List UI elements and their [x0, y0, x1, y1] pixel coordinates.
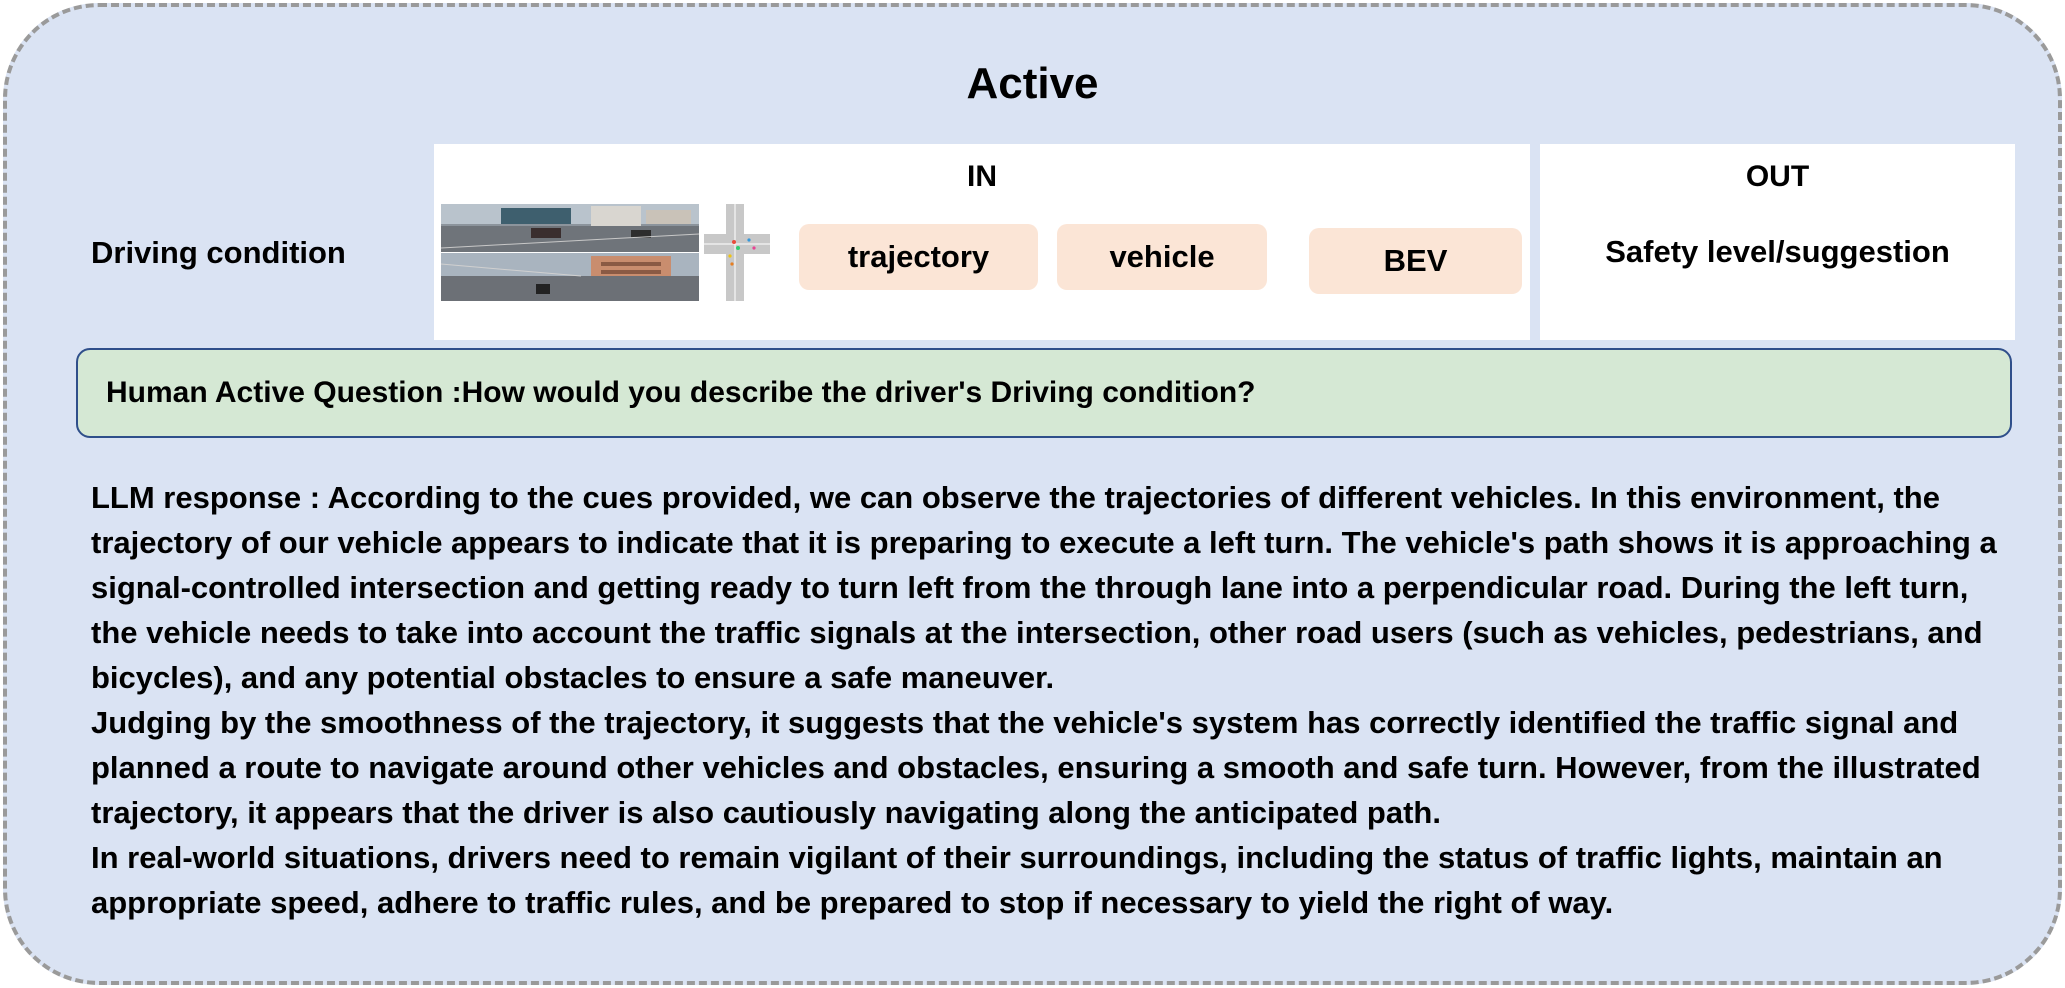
- trajectory-chip: trajectory: [799, 224, 1038, 290]
- question-label: Human Active Question :: [106, 376, 462, 409]
- response-paragraph: Judging by the smoothness of the trajectory, it suggests that the vehicle's system has correctly identified the traffic signal and planned a route to navigate around other vehicles and obstacles, ensuring a smooth and safe turn. However, from the illustrated trajectory, it appears that the driver is also cautiously navigating along the anticipated path.: [91, 705, 1981, 830]
- bev-map-image: [704, 204, 770, 301]
- vehicle-chip: vehicle: [1057, 224, 1267, 290]
- bev-chip: BEV: [1309, 228, 1522, 294]
- active-panel: [3, 3, 2062, 985]
- response-label: LLM response :: [91, 480, 321, 515]
- llm-response: [91, 475, 2011, 925]
- camera-image: [441, 204, 699, 301]
- driving-condition-label: Driving condition: [91, 235, 346, 270]
- output-value: Safety level/suggestion: [1605, 234, 1950, 269]
- input-header: IN: [967, 160, 997, 193]
- question-text: How would you describe the driver's Driving condition?: [461, 376, 1256, 409]
- output-header: OUT: [1745, 160, 1810, 193]
- input-box: [434, 144, 1530, 340]
- response-paragraph: In real-world situations, drivers need to remain vigilant of their surroundings, including the status of traffic lights, maintain an appropriate speed, adhere to traffic rules, and be prepared to stop if necessary to yield the right of way.: [91, 840, 1943, 920]
- panel-title: Active: [966, 59, 1099, 108]
- output-box: [1540, 144, 2015, 340]
- response-text: According to the cues provided, we can observe the trajectories of different vehicles. In this environment, the trajectory of our vehicle appears to indicate that it is preparing to execute a left turn. The vehicle's path shows it is approaching a signal-controlled intersection and getting ready to turn left from the through lane into a perpendicular road. During the left turn, the vehicle needs to take into account the traffic signals at the intersection, other road users (such as vehicles, pedestrians, and bicycles), and any potential obstacles to ensure a safe maneuver.: [91, 480, 1997, 695]
- response-paragraph: [91, 475, 2011, 700]
- human-question-box: [76, 348, 2012, 438]
